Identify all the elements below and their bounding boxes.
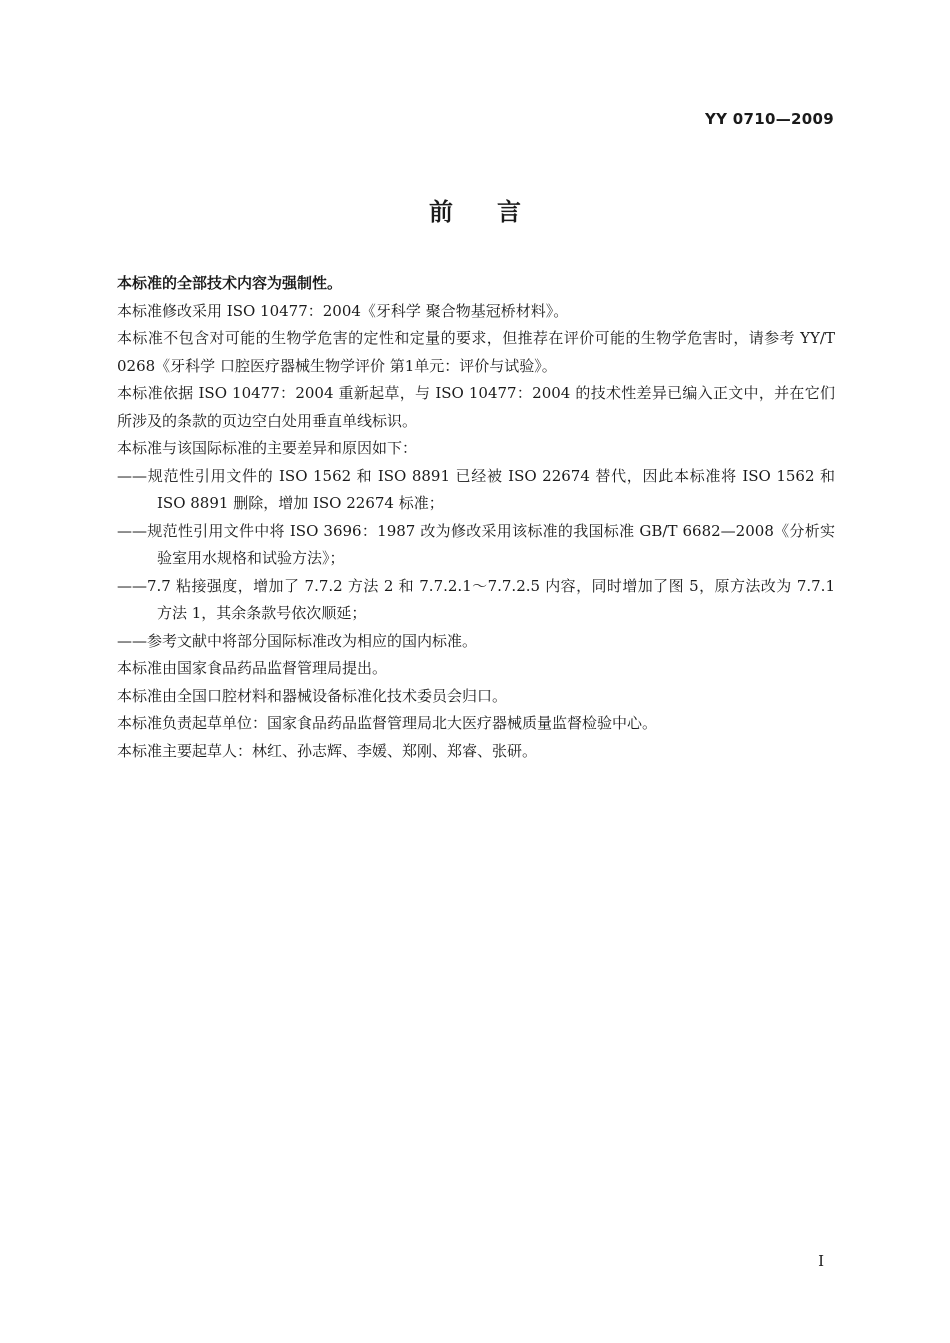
page-number: I: [818, 1252, 824, 1270]
standard-code: YY 0710—2009: [704, 110, 834, 128]
foreword-body: [117, 270, 835, 765]
paragraph-adoption: 本标准修改采用 ISO 10477：2004《牙科学 聚合物基冠桥材料》。: [117, 301, 569, 320]
difference-item: ——7.7 粘接强度，增加了 7.7.2 方法 2 和 7.7.2.1～7.7.2.5 内容，同时增加了图 5，原方法改为 7.7.1 方法 1，其余条款号依次顺延；: [117, 576, 835, 622]
paragraph-drafters: 本标准主要起草人：林红、孙志辉、李媛、郑刚、郑睿、张研。: [117, 741, 538, 760]
paragraph-drafting-unit: 本标准负责起草单位：国家食品药品监督管理局北大医疗器械质量监督检验中心。: [117, 714, 658, 732]
paragraph-redraft: 本标准依据 ISO 10477：2004 重新起草，与 ISO 10477：2004 的技术性差异已编入正文中，并在它们所涉及的条款的页边空白处用垂直单线标识。: [117, 384, 835, 430]
paragraph-biological: 本标准不包含对可能的生物学危害的定性和定量的要求，但推荐在评价可能的生物学危害时，请参考 YY/T 0268《牙科学 口腔医疗器械生物学评价 第1单元：评价与试验》。: [117, 329, 835, 375]
difference-item: ——参考文献中将部分国际标准改为相应的国内标准。: [117, 631, 478, 650]
paragraph-mandatory: 本标准的全部技术内容为强制性。: [117, 274, 343, 292]
difference-item: ——规范性引用文件的 ISO 1562 和 ISO 8891 已经被 ISO 22674 替代，因此本标准将 ISO 1562 和 ISO 8891 删除，增加 ISO 22674 标准；: [117, 466, 835, 512]
paragraph-proposed-by: 本标准由国家食品药品监督管理局提出。: [117, 659, 388, 677]
paragraph-differences-intro: 本标准与该国际标准的主要差异和原因如下：: [117, 439, 418, 457]
paragraph-under-jurisdiction: 本标准由全国口腔材料和器械设备标准化技术委员会归口。: [117, 686, 508, 705]
page-title: 前言: [429, 198, 565, 226]
difference-item: ——规范性引用文件中将 ISO 3696：1987 改为修改采用该标准的我国标准 GB/T 6682—2008《分析实验室用水规格和试验方法》；: [117, 521, 835, 567]
